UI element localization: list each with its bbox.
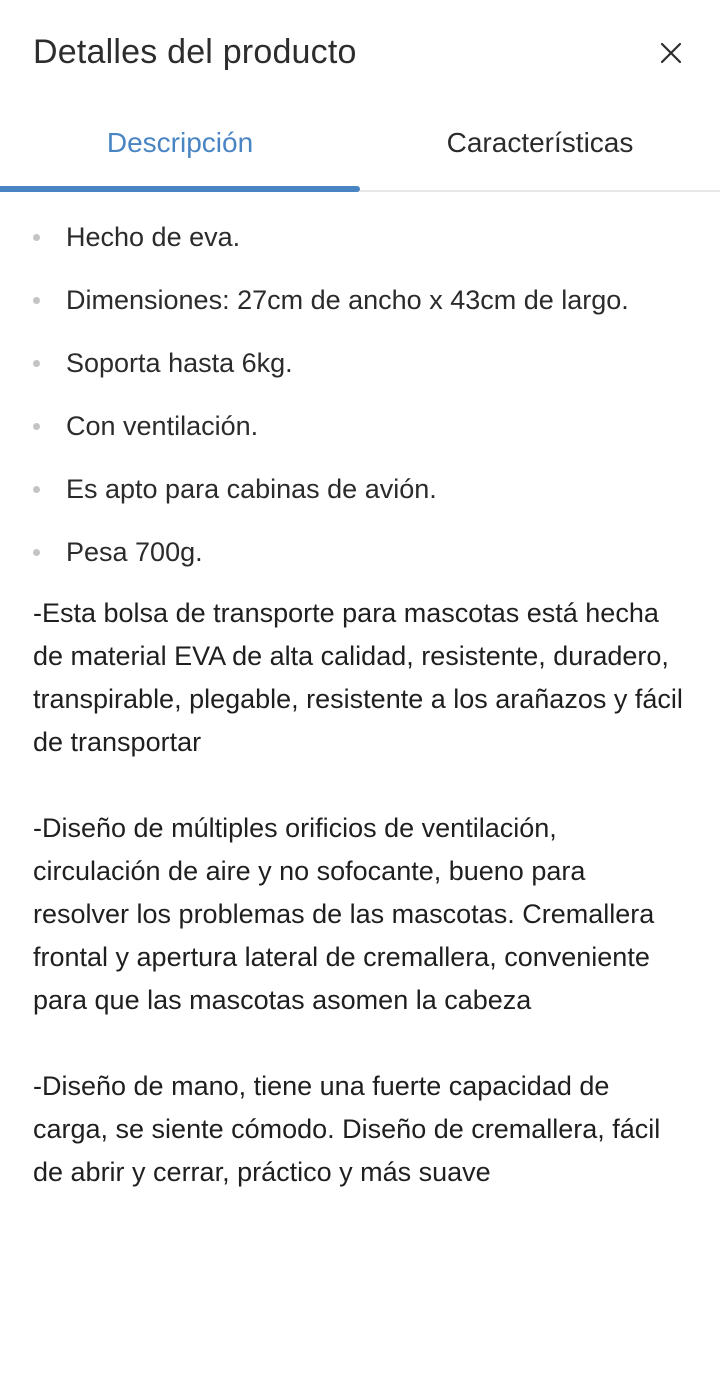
- list-item: [33, 403, 687, 449]
- list-item: [33, 277, 687, 323]
- description-paragraph: -Diseño de mano, tiene una fuerte capacidad de carga, se siente cómodo. Diseño de cremallera, fácil de abrir y cerrar, práctico y más suave: [33, 1071, 661, 1187]
- list-item-text: Con ventilación.: [66, 411, 259, 441]
- page-title: Detalles del producto: [33, 33, 357, 71]
- list-item-text: Dimensiones: 27cm de ancho x 43cm de largo.: [66, 285, 629, 315]
- tab-descripcion[interactable]: Descripción: [106, 127, 254, 158]
- list-item: [33, 214, 687, 260]
- feature-list: [33, 214, 687, 575]
- list-item: [33, 529, 687, 575]
- close-icon: [658, 40, 684, 66]
- list-item-text: Pesa 700g.: [66, 537, 203, 567]
- list-item-text: Hecho de eva.: [66, 222, 241, 252]
- bullet-icon: [33, 423, 40, 430]
- paragraph-spacer: [33, 764, 687, 807]
- tab-bar: [0, 100, 720, 192]
- bullet-icon: [33, 486, 40, 493]
- bullet-icon: [33, 549, 40, 556]
- description-panel: [0, 192, 720, 1194]
- tab-caracteristicas[interactable]: Características: [446, 127, 634, 158]
- active-tab-indicator: [0, 186, 360, 192]
- description-paragraph: -Esta bolsa de transporte para mascotas está hecha de material EVA de alta calidad, resistente, duradero, transpirable, plegable, resistente a los arañazos y fácil de transportar: [33, 598, 683, 757]
- list-item-text: Es apto para cabinas de avión.: [66, 474, 437, 504]
- list-item: [33, 340, 687, 386]
- bullet-icon: [33, 360, 40, 367]
- modal-header: [0, 0, 720, 100]
- paragraph-spacer: [33, 1022, 687, 1065]
- description-paragraph: -Diseño de múltiples orificios de ventilación, circulación de aire y no sofocante, bueno para resolver los problemas de las mascotas. Cremallera frontal y apertura lateral de cremallera, conveniente para que las mascotas asomen la cabeza: [33, 813, 655, 1015]
- list-item-text: Soporta hasta 6kg.: [66, 348, 293, 378]
- bullet-icon: [33, 234, 40, 241]
- list-item: [33, 466, 687, 512]
- close-button[interactable]: [658, 40, 684, 66]
- bullet-icon: [33, 297, 40, 304]
